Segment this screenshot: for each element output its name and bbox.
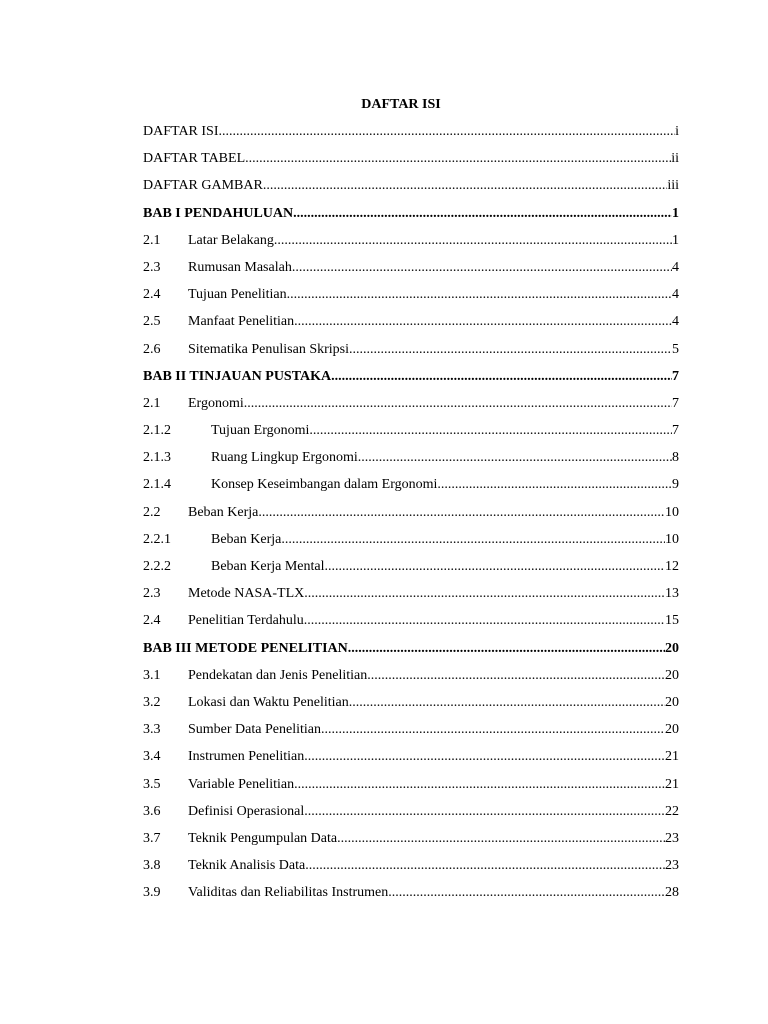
- toc-entry-row: [143, 694, 679, 721]
- toc-entry-row: [143, 286, 679, 313]
- toc-entry-row: [143, 232, 679, 259]
- toc-dot-leader: [367, 667, 665, 685]
- toc-entry-row: [143, 884, 679, 911]
- toc-entry-number: 2.1: [143, 395, 161, 411]
- toc-entry-row: [143, 667, 679, 694]
- toc-dot-leader: [348, 640, 665, 658]
- toc-chapter-row: [143, 205, 679, 232]
- toc-entry-number: 2.5: [143, 314, 161, 330]
- toc-entry-label: Validitas dan Reliabilitas Instrumen: [188, 885, 389, 901]
- toc-page-number: 21: [665, 749, 679, 765]
- toc-page-number: 1: [672, 232, 679, 248]
- toc-entry-row: [143, 259, 679, 286]
- toc-dot-leader: [349, 341, 672, 359]
- toc-chapter-row: [143, 368, 679, 395]
- toc-dot-leader: [245, 150, 671, 168]
- toc-entry-label: Lokasi dan Waktu Penelitian: [188, 694, 349, 710]
- toc-dot-leader: [321, 721, 665, 739]
- toc-entry-number: 2.6: [143, 341, 161, 357]
- toc-entry-label: Definisi Operasional: [188, 803, 305, 819]
- toc-entry-row: [143, 585, 679, 612]
- toc-list: [143, 123, 679, 911]
- toc-entry-row: [143, 341, 679, 368]
- toc-entry-number: 2.1.4: [143, 477, 171, 493]
- toc-entry-label: BAB I PENDAHULUAN: [143, 205, 294, 221]
- toc-page-number: 23: [665, 858, 679, 874]
- toc-dot-leader: [437, 476, 672, 494]
- toc-entry-number: 2.2.1: [143, 531, 171, 547]
- toc-entry-row: [143, 612, 679, 639]
- toc-entry-label: Instrumen Penelitian: [188, 749, 305, 765]
- toc-entry-row: [143, 721, 679, 748]
- toc-entry-label: Ruang Lingkup Ergonomi: [211, 450, 358, 466]
- toc-dot-leader: [349, 694, 665, 712]
- toc-dot-leader: [304, 612, 665, 630]
- toc-entry-label: Penelitian Terdahulu: [188, 613, 304, 629]
- toc-entry-label: Metode NASA-TLX: [188, 586, 305, 602]
- toc-entry-row: [143, 395, 679, 422]
- toc-entry-number: 2.1.3: [143, 450, 171, 466]
- toc-entry-number: 3.1: [143, 667, 161, 683]
- toc-entry-label: Latar Belakang: [188, 232, 274, 248]
- toc-page-number: 13: [665, 586, 679, 602]
- toc-dot-leader: [309, 422, 672, 440]
- toc-entry-row: [143, 449, 679, 476]
- toc-page-number: 1: [672, 205, 679, 221]
- toc-entry-label: Ergonomi: [188, 395, 244, 411]
- toc-entry-number: 2.3: [143, 586, 161, 602]
- toc-entry-number: 2.4: [143, 613, 161, 629]
- toc-entry-label: DAFTAR GAMBAR: [143, 178, 263, 194]
- toc-entry-label: Beban Kerja: [211, 531, 282, 547]
- toc-entry-row: [143, 776, 679, 803]
- toc-entry-number: 3.3: [143, 722, 161, 738]
- toc-entry-row: [143, 313, 679, 340]
- toc-entry-number: 2.3: [143, 259, 161, 275]
- toc-dot-leader: [292, 259, 672, 277]
- toc-entry-row: [143, 748, 679, 775]
- toc-entry-row: [143, 476, 679, 503]
- toc-entry-label: Pendekatan dan Jenis Penelitian: [188, 667, 368, 683]
- toc-entry-row: [143, 803, 679, 830]
- toc-entry-label: Sitematika Penulisan Skripsi: [188, 341, 349, 357]
- toc-page-number: 20: [665, 640, 679, 656]
- toc-entry-row: [143, 150, 679, 177]
- toc-page-number: 8: [672, 450, 679, 466]
- toc-chapter-row: [143, 640, 679, 667]
- toc-dot-leader: [294, 776, 665, 794]
- toc-dot-leader: [294, 313, 672, 331]
- toc-page-number: 12: [665, 559, 679, 574]
- toc-entry-label: Sumber Data Penelitian: [188, 722, 321, 738]
- toc-dot-leader: [304, 748, 665, 766]
- toc-entry-label: Konsep Keseimbangan dalam Ergonomi: [211, 477, 438, 493]
- toc-page-number: 9: [672, 477, 679, 493]
- toc-page-number: 28: [665, 885, 679, 901]
- toc-page-number: 7: [672, 395, 679, 411]
- toc-entry-label: Manfaat Penelitian: [188, 314, 295, 330]
- toc-entry-label: Beban Kerja Mental: [211, 559, 325, 574]
- toc-page-number: 20: [665, 667, 679, 683]
- toc-entry-number: 2.1.2: [143, 423, 171, 439]
- toc-entry-row: [143, 177, 679, 204]
- toc-entry-label: DAFTAR ISI: [143, 124, 219, 139]
- toc-dot-leader: [244, 395, 672, 413]
- toc-entry-number: 3.9: [143, 885, 161, 901]
- toc-dot-leader: [388, 884, 665, 902]
- toc-page-number: 20: [665, 694, 679, 710]
- toc-entry-number: 2.1: [143, 232, 161, 248]
- toc-entry-row: [143, 558, 679, 585]
- toc-page-number: 10: [665, 504, 679, 520]
- toc-dot-leader: [274, 232, 672, 250]
- toc-page-number: 21: [665, 776, 679, 792]
- toc-entry-label: BAB II TINJAUAN PUSTAKA: [143, 368, 332, 384]
- toc-page-number: 22: [665, 803, 679, 819]
- toc-dot-leader: [281, 531, 665, 549]
- toc-page-number: 7: [672, 423, 679, 439]
- toc-entry-number: 3.6: [143, 803, 161, 819]
- toc-entry-number: 3.7: [143, 830, 161, 846]
- toc-dot-leader: [219, 123, 676, 141]
- toc-entry-label: Teknik Analisis Data: [188, 858, 306, 874]
- toc-page-number: 15: [665, 613, 679, 629]
- toc-dot-leader: [325, 558, 665, 576]
- toc-entry-label: Tujuan Penelitian: [188, 287, 287, 303]
- toc-entry-number: 2.2: [143, 504, 161, 520]
- toc-page-number: i: [675, 124, 679, 139]
- toc-page-number: 4: [672, 314, 679, 330]
- toc-page-number: iii: [667, 178, 679, 194]
- toc-dot-leader: [358, 449, 672, 467]
- toc-entry-row: [143, 830, 679, 857]
- toc-page-number: 23: [665, 830, 679, 846]
- toc-dot-leader: [287, 286, 672, 304]
- toc-page-number: 20: [665, 722, 679, 738]
- toc-entry-label: Tujuan Ergonomi: [211, 423, 310, 439]
- toc-entry-label: Beban Kerja: [188, 504, 259, 520]
- toc-entry-row: [143, 504, 679, 531]
- toc-dot-leader: [304, 803, 665, 821]
- toc-page-number: 4: [672, 259, 679, 275]
- toc-page-number: 4: [672, 287, 679, 303]
- toc-dot-leader: [293, 205, 672, 223]
- toc-entry-number: 2.2.2: [143, 559, 171, 574]
- toc-dot-leader: [258, 504, 665, 522]
- toc-entry-number: 3.2: [143, 694, 161, 710]
- toc-dot-leader: [263, 177, 667, 195]
- toc-entry-number: 3.8: [143, 858, 161, 874]
- toc-dot-leader: [331, 368, 672, 386]
- toc-page-number: ii: [671, 151, 679, 167]
- toc-entry-label: Teknik Pengumpulan Data: [188, 830, 338, 846]
- toc-entry-number: 3.5: [143, 776, 161, 792]
- toc-entry-label: BAB III METODE PENELITIAN: [143, 640, 348, 656]
- toc-entry-row: [143, 422, 679, 449]
- toc-entry-label: DAFTAR TABEL: [143, 151, 246, 167]
- toc-entry-label: Rumusan Masalah: [188, 259, 292, 275]
- toc-page-number: 5: [672, 341, 679, 357]
- toc-entry-label: Variable Penelitian: [188, 776, 295, 792]
- toc-dot-leader: [337, 830, 665, 848]
- toc-page-number: 7: [672, 368, 679, 384]
- toc-title: DAFTAR ISI: [361, 97, 441, 112]
- toc-dot-leader: [304, 585, 665, 603]
- toc-dot-leader: [305, 857, 665, 875]
- toc-page-number: 10: [665, 531, 679, 547]
- toc-entry-number: 2.4: [143, 287, 161, 303]
- toc-entry-number: 3.4: [143, 749, 161, 765]
- toc-entry-row: [143, 857, 679, 884]
- toc-entry-row: [143, 531, 679, 558]
- toc-entry-row: [143, 123, 679, 150]
